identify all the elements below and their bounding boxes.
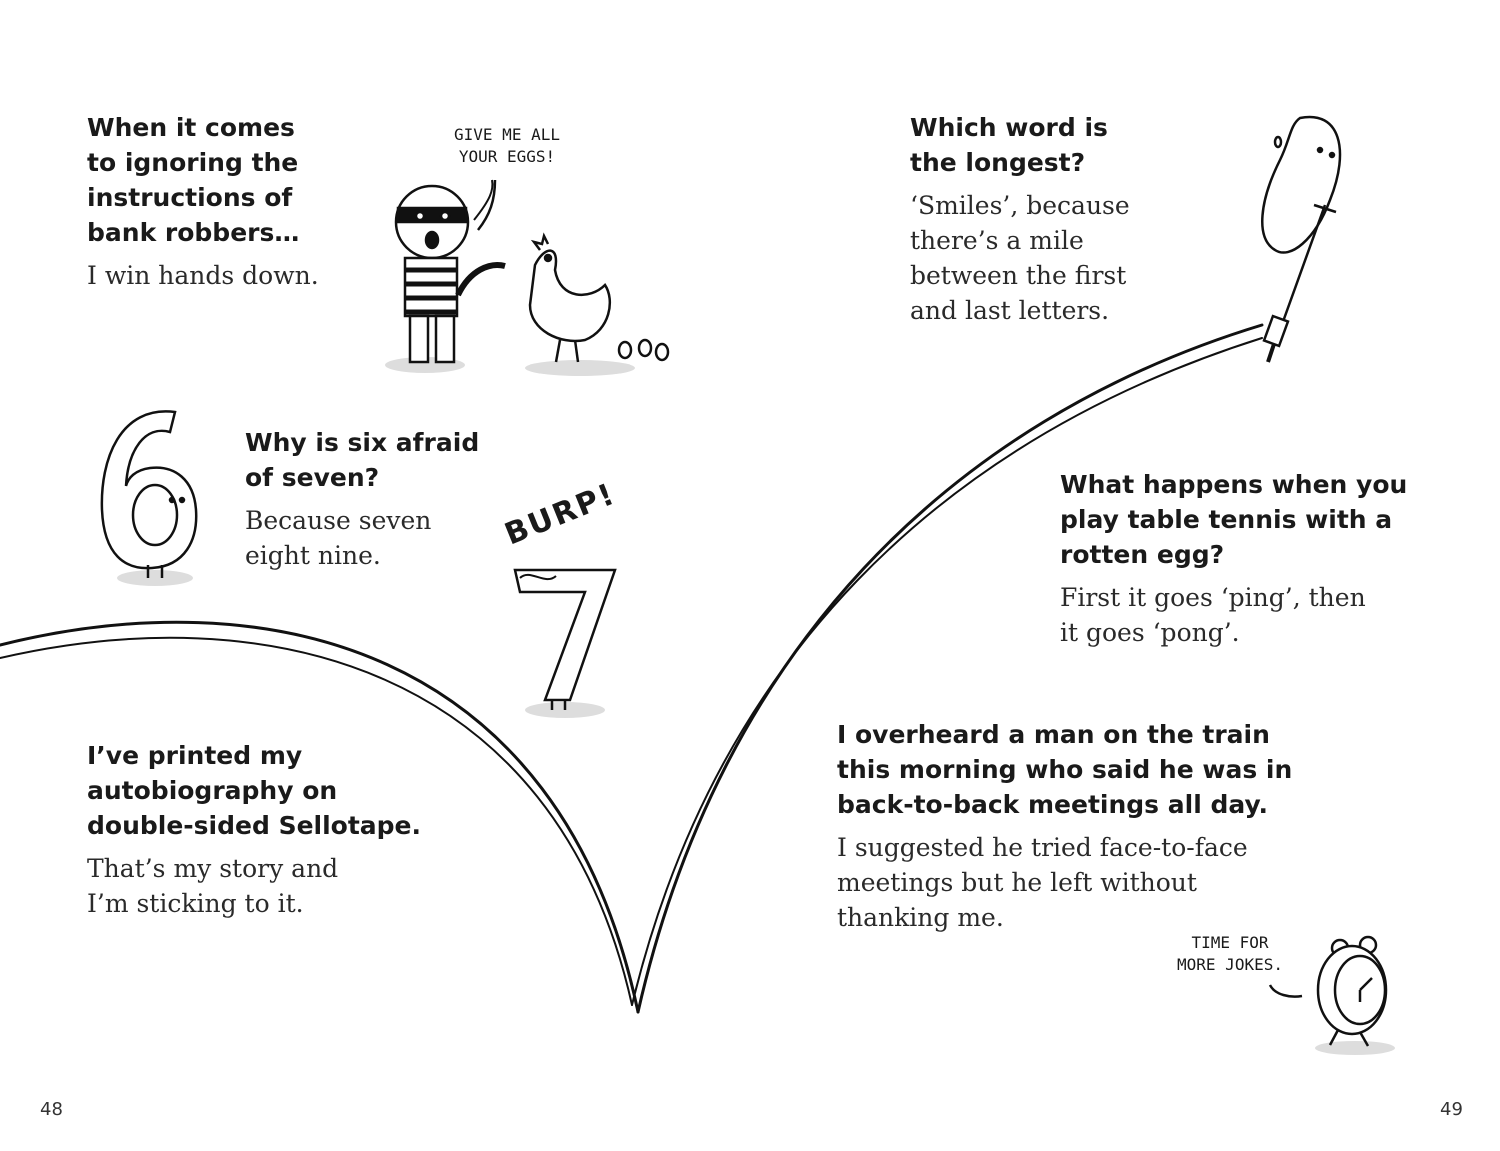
- joke-back-to-back: [837, 717, 1292, 935]
- robber-speech-bubble: GIVE ME ALL YOUR EGGS!: [454, 125, 560, 166]
- clock-speech-bubble: TIME FOR MORE JOKES.: [1177, 933, 1283, 974]
- burp-sound-text: BURP!: [500, 476, 621, 553]
- number-seven-illustration: [515, 570, 615, 718]
- joke-answer: I win hands down.: [87, 261, 319, 290]
- joke-question: I overheard a man on the train this morning who said he was in back-to-back meetings all day.: [837, 720, 1293, 819]
- chicken-illustration: [525, 236, 668, 376]
- joke-question: Which word is the longest?: [910, 113, 1108, 177]
- left-page-number: 48: [40, 1099, 63, 1120]
- joke-bank-robbers: [87, 110, 319, 293]
- right-page-number: 49: [1440, 1099, 1463, 1120]
- joke-question: Why is six afraid of seven?: [245, 428, 480, 492]
- joke-table-tennis: [1060, 467, 1407, 650]
- joke-answer: ‘Smiles’, because there’s a mile between the first and last letters.: [910, 191, 1130, 325]
- joke-question: I’ve printed my autobiography on double-sided Sellotape.: [87, 741, 422, 840]
- joke-longest-word: [910, 110, 1130, 328]
- joke-answer: First it goes ‘ping’, then it goes ‘pong’.: [1060, 583, 1366, 647]
- number-six-illustration: [102, 411, 196, 586]
- joke-answer: I suggested he tried face-to-face meetings but he left without thanking me.: [837, 833, 1248, 932]
- joke-answer: That’s my story and I’m sticking to it.: [87, 854, 339, 918]
- robber-speech-tail: [474, 180, 492, 220]
- joke-question: What happens when you play table tennis with a rotten egg?: [1060, 470, 1408, 569]
- joke-answer: Because seven eight nine.: [245, 506, 432, 570]
- pogo-sausage-illustration: [1262, 117, 1340, 362]
- joke-question: When it comes to ignoring the instructions of bank robbers…: [87, 113, 300, 247]
- joke-autobiography: [87, 738, 421, 921]
- joke-six-afraid: [245, 425, 479, 573]
- bank-robber-illustration: [385, 180, 505, 373]
